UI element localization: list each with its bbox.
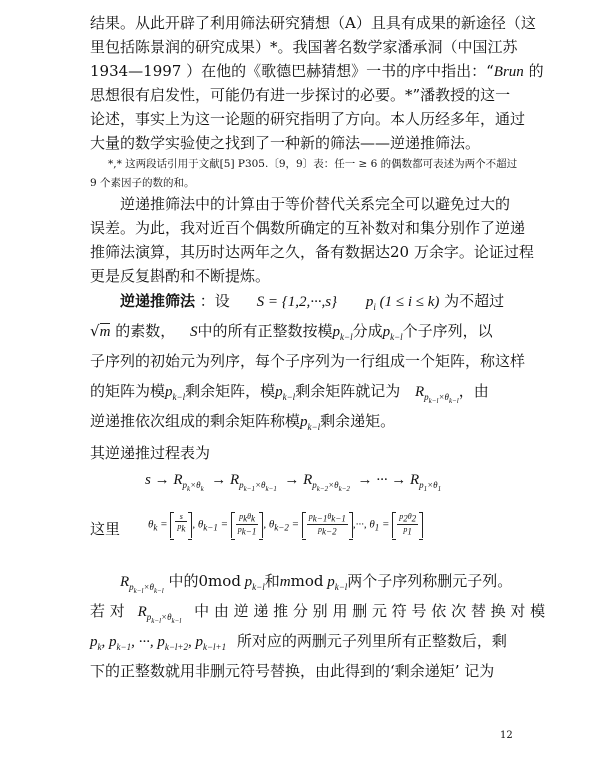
definition-term: 逆递推筛法 <box>120 292 196 310</box>
set-s: S <box>189 324 198 340</box>
definition-colon: ：设 <box>195 292 230 310</box>
definition-t4: 分成 <box>352 322 383 340</box>
para1-line2: 里包括陈景润的研究成果）*。我国著名数学家潘承洞（中国江苏 <box>90 38 518 56</box>
definition-l5b: 剩余递矩。 <box>320 412 396 430</box>
definition-l4d: ，由 <box>458 382 489 400</box>
m-symbol: m <box>279 574 291 590</box>
para1-line6: 大量的数学实验使之找到了一种新的筛法——逆递推筛法。 <box>90 134 481 152</box>
para3-line2 <box>90 600 545 625</box>
p-k-l-d: $p_{k-l}$ <box>275 384 296 402</box>
definition-l4a: 的矩阵为模 <box>90 382 166 400</box>
definition-line4 <box>90 380 489 405</box>
theta-k-bracket: $\frac{s}{p_k}$ <box>170 512 192 538</box>
definition-t1: 为不超过 <box>444 292 505 310</box>
process-intro: 其逆递推过程表为 <box>90 444 211 462</box>
para3-l2b: 中 由 逆 递 推 分 别 用 删 元 符 号 依 次 替 换 对 模 <box>194 602 546 620</box>
prime-range: (1 ≤ i ≤ k) <box>375 294 440 310</box>
brun-name: Brun <box>493 64 524 80</box>
definition-t2: 的素数， <box>115 322 176 340</box>
footnote-line2: 9 个素因子的数的和。 <box>90 177 195 189</box>
definition-line2 <box>90 320 493 342</box>
para3-line4: 下的正整数就用非删元符号替换，由此得到的‘剩余递矩’ 记为 <box>90 662 495 680</box>
definition-l4c: 剩余矩阵就记为 <box>295 382 401 400</box>
para1-line3 <box>90 60 544 81</box>
definition-line5 <box>90 410 395 432</box>
para3-l1d: 两个子序列称删元子列。 <box>347 572 513 590</box>
set-formula: S = {1,2,···,s} <box>256 294 338 310</box>
theta-k1-bracket: $\frac{p_k\theta_k}{p_{k-1}}$ <box>231 512 264 538</box>
r-matrix-symbol-3: $R_{p_{k-l}\times\theta_{k-l}}$ <box>137 604 182 625</box>
r-matrix-symbol-2: $R_{p_{k-l}\times\theta_{k-l}}$ <box>120 574 164 595</box>
para1-line4: 思想很有启发性，可能仍有进一步探讨的必要。*”潘教授的这一 <box>90 86 511 104</box>
definition-line3: 子序列的初始元为列序，每个子序列为一行组成一个矩阵，称这样 <box>90 352 526 370</box>
p-k-l-b: $p_{k-l}$ <box>382 324 403 342</box>
para2-line1: 逆递推筛法中的计算由于等价替代关系完全可以避免过大的 <box>120 195 511 213</box>
sqrt-symbol: √ <box>90 322 100 340</box>
p-k-l-f: $p_{k-l}$ <box>240 574 265 592</box>
para3-line1 <box>120 570 512 595</box>
para1-line1: 结果。从此开辟了利用筛法研究猜想（A）且具有成果的新途径（这 <box>90 14 536 32</box>
sqrt-m: m <box>99 324 111 340</box>
para2-line3: 推筛法演算，其历时达两年之久，备有数据达20 万余字。论证过程 <box>90 243 534 261</box>
para3-l1b: 和 <box>264 572 280 590</box>
definition-t5: 个子序列，以 <box>402 322 493 340</box>
para1-line3c: 的 <box>523 62 544 80</box>
p-k-l-e: $p_{k-l}$ <box>300 414 321 432</box>
definition-line1 <box>120 290 504 312</box>
para3-l2a: 若 对 <box>90 602 125 620</box>
para3-l1c: mod <box>290 572 324 590</box>
para2-line4: 更是反复斟酌和不断提炼。 <box>90 267 271 285</box>
p-sequence: $p_k$, $p_{k-1}$, ···, $p_{k-l+2}$, $p_{k-l+1}$ <box>90 634 227 652</box>
here-label: 这里 <box>90 520 121 538</box>
theta-1-bracket: $\frac{p_2\theta_2}{p_1}$ <box>392 512 423 538</box>
page-number: 12 <box>500 730 513 741</box>
theta-definitions: $\theta_k$ = $\frac{s}{p_k}$ , $\theta_{k-1}$ = $\frac{p_k\theta_k}{p_{k-1}}$ , $\theta_{k-2}$ = $\frac{p_{k-1}\theta_{k-1}}{p_{k-2}}$ ,···, $\theta_1$ = $\frac{p_2\theta_2}{p_1}$ <box>148 512 423 538</box>
para2-line2: 误差。为此，我对近百个偶数所确定的互补数对和集分别作了逆递 <box>90 219 526 237</box>
prime-symbol: $p_i$ <box>365 294 376 312</box>
theta-k2-bracket: $\frac{p_{k-1}\theta_{k-1}}{p_{k-2}}$ <box>302 512 353 538</box>
p-k-l-g: $p_{k-l}$ <box>323 574 348 592</box>
para3-l3: 所对应的两删元子列里所有正整数后，剩 <box>236 632 507 650</box>
para1-line3a: 1934—1997 ）在他的《歌德巴赫猜想》一书的序中指出：“ <box>90 62 494 80</box>
process-chain: $s \to R_{p_k\times\theta_k} \to R_{p_{k-1}\times\theta_{k-1}} \to R_{p_{k-2}\times\theta_{k-2}}$ → ··· → $R_{p_1\times\theta_1}$ <box>145 472 442 493</box>
r-matrix-symbol: $R_{p_{k-l}\times\theta_{k-l}}$ <box>414 384 459 405</box>
definition-l4b: 剩余矩阵，模 <box>185 382 276 400</box>
footnote-line1: *,* 这两段话引用于文献[5] P305.〔9，9〕表：任一 ≥ 6 的偶数都可表述为两个不超过 <box>108 158 518 170</box>
para3-l1a: 中的0mod <box>168 572 241 590</box>
definition-t3: 中的所有正整数按模 <box>197 322 333 340</box>
p-k-l-a: $p_{k-l}$ <box>332 324 353 342</box>
para3-line3 <box>90 630 507 652</box>
definition-l5a: 逆递推依次组成的剩余矩阵称模 <box>90 412 301 430</box>
para1-line5: 论述，事实上为这一论题的研究指明了方向。本人历经多年，通过 <box>90 110 526 128</box>
p-k-l-c: $p_{k-l}$ <box>165 384 186 402</box>
